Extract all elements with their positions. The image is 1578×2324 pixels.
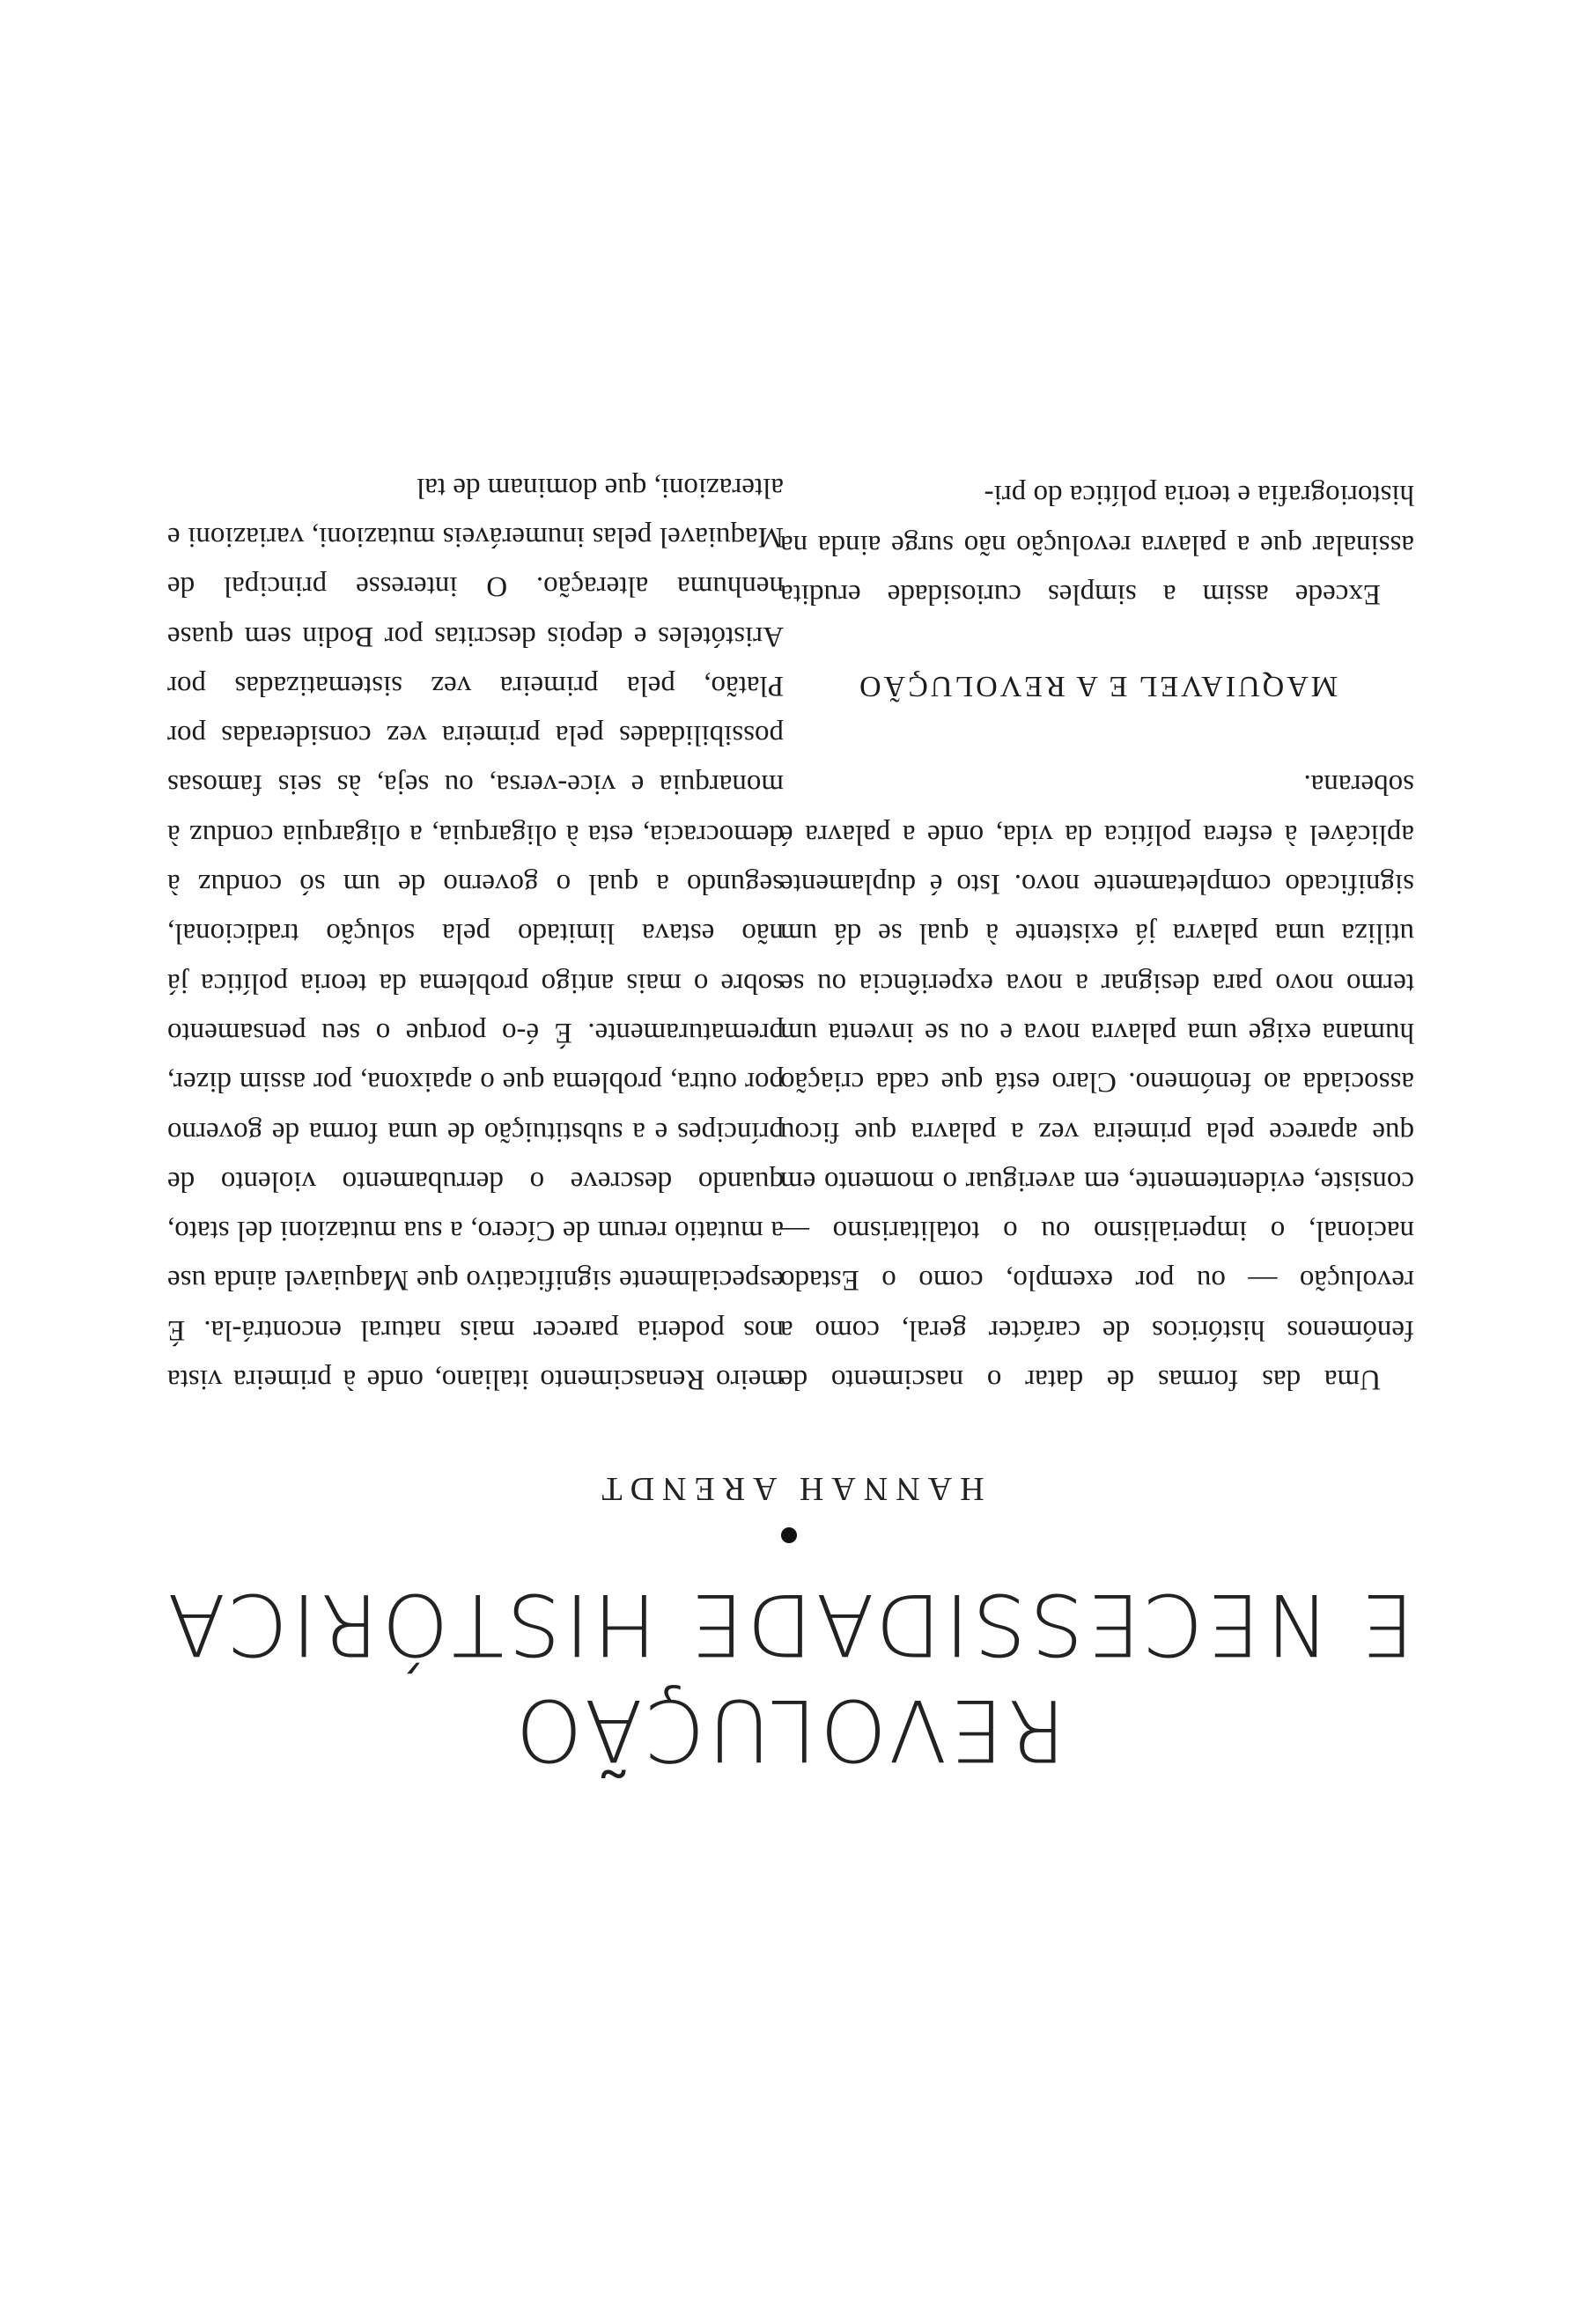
author-name: HANNAH ARENDT	[594, 1470, 984, 1507]
bullet-dot	[781, 1527, 797, 1543]
title-line-2: E NECESSIDADE HISTÓRICA	[164, 1575, 1414, 1673]
right-column	[167, 462, 784, 1404]
paragraph-1: Uma das formas de datar o nascimento de fenómenos históricos de carácter geral, como a revolução — ou por exemplo, como o Estado nacional, o imperialismo ou o totalitarismo — consiste, evidentemente, em averiguar o momento em que aparece pela primeira vez a palavra que ficou associada ao fenómeno. Claro está que cada criação humana exige uma palavra nova e ou se inventa um termo novo para designar a nova experiência ou se utiliza uma palavra já existente à qual se dá um significado completamente novo. Isto é duplamente aplicável à esfera política da vida, onde a palavra é soberana.	[780, 769, 1414, 1395]
paragraph-2: Excede assim a simples curiosidade erudita assinalar que a palavra revolução não surge ainda na historiografia e teoria política do pri-	[780, 479, 1414, 610]
paragraph-3: meiro Renascimento italiano, onde à primeira vista nos poderia parecer mais natural encontrá-la. É especialmente significativo que Maquiavel ainda use a mutatio rerum de Cícero, a sua mutazioni del stato, quando descreve o derrubamento violento de príncipes e a substituição de uma forma de governo por outra, problema que o apaixona, por assim dizer, prematuramente. É é-o porque o seu pensamento sobre o mais antigo problema da teoria política já não estava limitado pela solução tradicional, segundo a qual o governo de um só conduz à democracia, esta à oligarquia, a oligarquia conduz à monarquia e vice-versa, ou seja, às seis famosas possibilidades pela primeira vez consideradas por Platão, pela primeira vez sistematizadas por Aristóteles e depois descritas por Bodin sem quase nenhuma alteração. O interesse principal de Maquiavel pelas inumeráveis mutazioni, variazioni e alterazioni, que dominam de tal	[167, 471, 784, 1395]
section-heading: MAQUIAVEL E A REVOLUÇÃO	[857, 670, 1338, 703]
title-block	[0, 1469, 1578, 1783]
title-line-1: REVOLUÇÃO	[512, 1680, 1066, 1779]
left-column	[780, 470, 1414, 1404]
